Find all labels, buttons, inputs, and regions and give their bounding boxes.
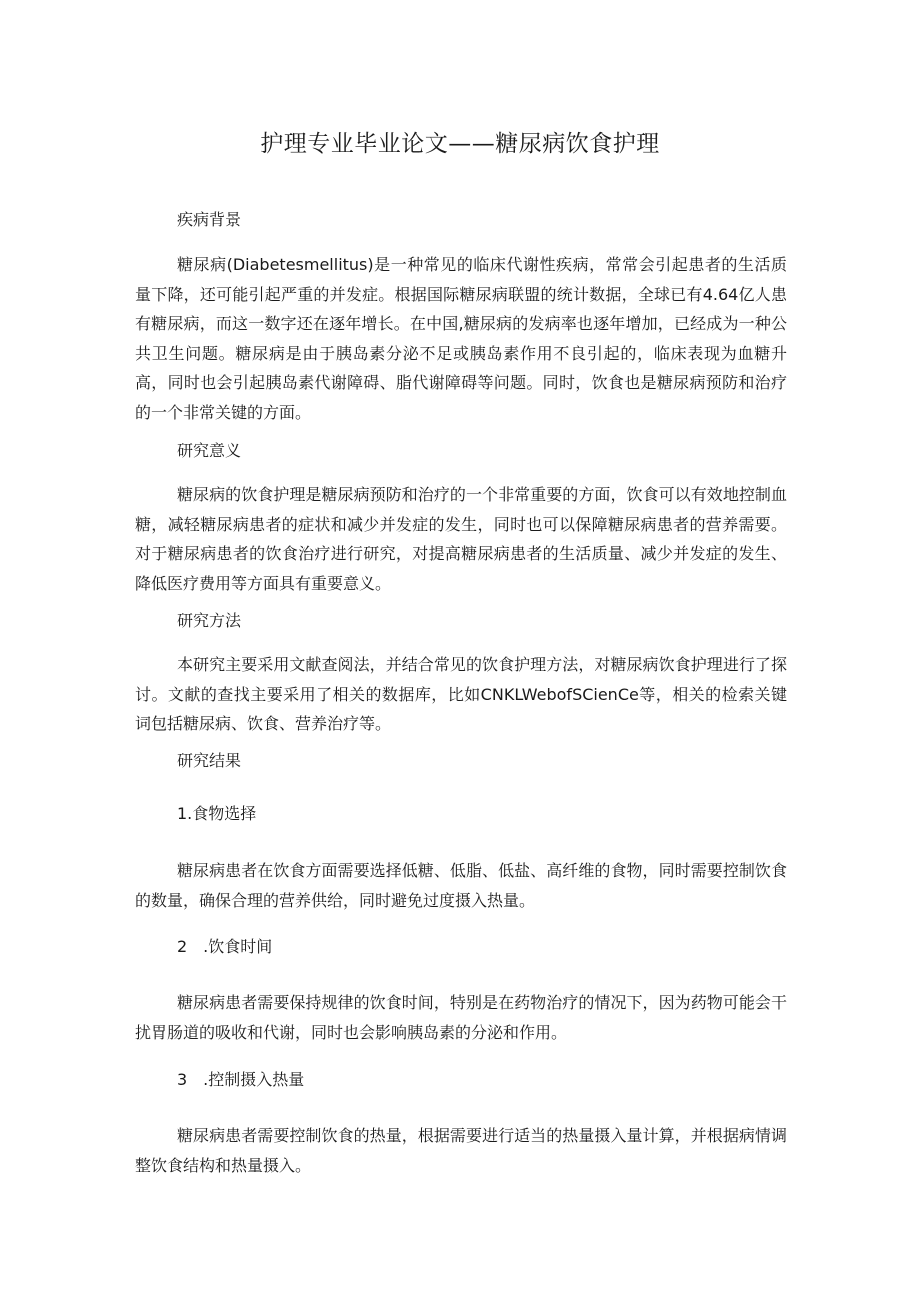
section-heading-significance: 研究意义 bbox=[177, 441, 242, 460]
result-item-body-food-choice: 糖尿病患者在饮食方面需要选择低糖、低脂、低盐、高纤维的食物，同时需要控制饮食的数量，确保合理的营养供给，同时避免过度摄入热量。 bbox=[135, 861, 787, 910]
section-body-significance: 糖尿病的饮食护理是糖尿病预防和治疗的一个非常重要的方面，饮食可以有效地控制血糖，减轻糖尿病患者的症状和减少并发症的发生，同时也可以保障糖尿病患者的营养需要。对于糖尿病患者的饮食治疗进行研究，对提高糖尿病患者的生活质量、减少并发症的发生、降低医疗费用等方面具有重要意义。 bbox=[135, 485, 787, 593]
result-item-heading-calorie-control: 3 .控制摄入热量 bbox=[177, 1070, 305, 1089]
section-heading-methods: 研究方法 bbox=[177, 611, 242, 630]
section-heading-results: 研究结果 bbox=[177, 751, 242, 770]
result-item-body-calorie-control: 糖尿病患者需要控制饮食的热量，根据需要进行适当的热量摄入量计算，并根据病情调整饮食结构和热量摄入。 bbox=[135, 1126, 787, 1175]
section-body-background: 糖尿病(Diabetesmellitus)是一种常见的临床代谢性疾病，常常会引起患者的生活质量下降，还可能引起严重的并发症。根据国际糖尿病联盟的统计数据，全球已有4.64亿人患有糖尿病，而这一数字还在逐年增长。在中国,糖尿病的发病率也逐年增加，已经成为一种公共卫生问题。糖尿病是由于胰岛素分泌不足或胰岛素作用不良引起的，临床表现为血糖升高，同时也会引起胰岛素代谢障碍、脂代谢障碍等问题。同时，饮食也是糖尿病预防和治疗的一个非常关键的方面。 bbox=[135, 255, 787, 422]
result-item-heading-meal-timing: 2 .饮食时间 bbox=[177, 937, 273, 956]
document-title: 护理专业毕业论文——糖尿病饮食护理 bbox=[260, 131, 660, 157]
section-heading-background: 疾病背景 bbox=[177, 210, 242, 229]
result-item-body-meal-timing: 糖尿病患者需要保持规律的饮食时间，特别是在药物治疗的情况下，因为药物可能会干扰胃肠道的吸收和代谢，同时也会影响胰岛素的分泌和作用。 bbox=[135, 993, 787, 1042]
section-body-methods: 本研究主要采用文献查阅法，并结合常见的饮食护理方法，对糖尿病饮食护理进行了探讨。文献的查找主要采用了相关的数据库，比如CNKLWebofSCienCe等，相关的检索关键词包括糖尿病、饮食、营养治疗等。 bbox=[135, 655, 787, 734]
result-item-heading-food-choice: 1.食物选择 bbox=[177, 804, 257, 823]
